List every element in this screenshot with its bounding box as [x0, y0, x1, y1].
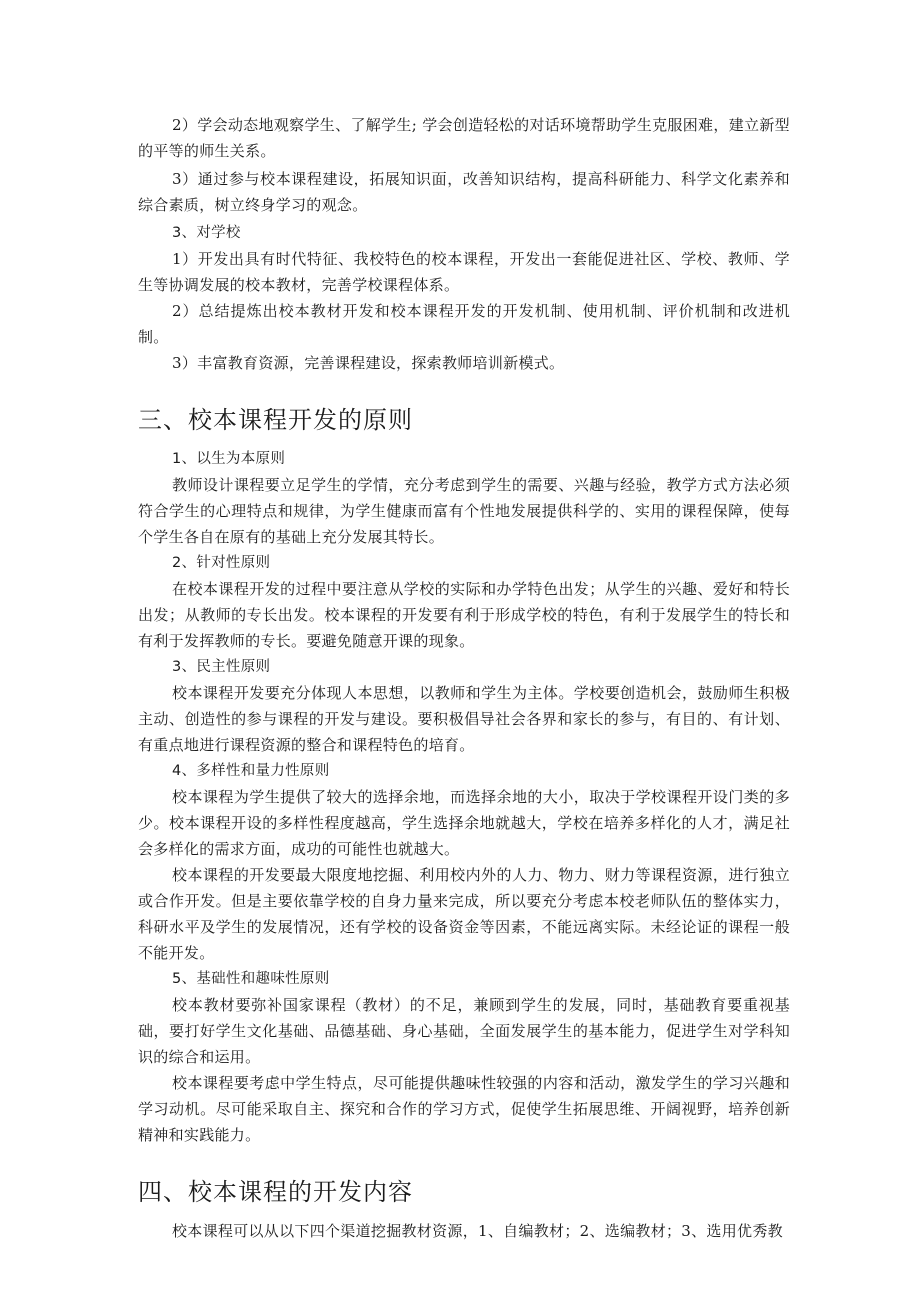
principle-1-text: 教师设计课程要立足学生的学情，充分考虑到学生的需要、兴趣与经验，教学方式方法必须符合学生的心理特点和规律，为学生健康而富有个性地发展提供科学的、实用的课程保障，使每个学生各自在原有的基础上充分发展其特长。 — [138, 476, 790, 546]
principle-3-text: 校本课程开发要充分体现人本思想，以教师和学生为主体。学校要创造机会，鼓励师生积极主动、创造性的参与课程的开发与建设。要积极倡导社会各界和家长的参与，有目的、有计划、有重点地进行课程资源的整合和课程特色的培育。 — [138, 684, 790, 754]
section-title-content: 四、校本课程的开发内容 — [138, 1178, 413, 1206]
paragraph-school-goal-2: 2）总结提炼出校本教材开发和校本课程开发的开发机制、使用机制、评价机制和改进机制。 — [138, 302, 790, 346]
principle-4-title: 4、多样性和量力性原则 — [172, 763, 330, 779]
principle-5-text-2: 校本课程要考虑中学生特点，尽可能提供趣味性较强的内容和活动，激发学生的学习兴趣和学习动机。尽可能采取自主、探究和合作的学习方式，促使学生拓展思维、开阔视野，培养创新精神和实践能力。 — [138, 1074, 790, 1144]
principle-5-text-1: 校本教材要弥补国家课程（教材）的不足，兼顾到学生的发展，同时，基础教育要重视基础，要打好学生文化基础、品德基础、身心基础，全面发展学生的基本能力，促进学生对学科知识的综合和运用。 — [138, 996, 790, 1066]
principle-5-title: 5、基础性和趣味性原则 — [172, 971, 330, 987]
heading-for-school: 3、对学校 — [172, 225, 241, 241]
paragraph-school-goal-3: 3）丰富教育资源，完善课程建设，探索教师培训新模式。 — [172, 354, 565, 372]
section-title-principles: 三、校本课程开发的原则 — [138, 406, 413, 434]
principle-1-title: 1、以生为本原则 — [172, 451, 286, 467]
principle-4-text-2: 校本课程的开发要最大限度地挖掘、利用校内外的人力、物力、财力等课程资源，进行独立或合作开发。但是主要依靠学校的自身力量来完成，所以要充分考虑本校老师队伍的整体实力，科研水平及学生的发展情况，还有学校的设备资金等因素，不能远离实际。未经论证的课程一般不能开发。 — [138, 866, 790, 962]
paragraph-student-goal-2: 2）学会动态地观察学生、了解学生; 学会创造轻松的对话环境帮助学生克服困难，建立新型的平等的师生关系。 — [138, 116, 790, 160]
paragraph-student-goal-3: 3）通过参与校本课程建设，拓展知识面，改善知识结构，提高科研能力、科学文化素养和综合素质，树立终身学习的观念。 — [138, 170, 790, 214]
principle-2-title: 2、针对性原则 — [172, 555, 271, 571]
principle-4-text-1: 校本课程为学生提供了较大的选择余地，而选择余地的大小，取决于学校课程开设门类的多少。校本课程开设的多样性程度越高，学生选择余地就越大，学校在培养多样化的人才，满足社会多样化的需求方面，成功的可能性也就越大。 — [138, 788, 790, 858]
principle-2-text: 在校本课程开发的过程中要注意从学校的实际和办学特色出发；从学生的兴趣、爱好和特长出发；从教师的专长出发。校本课程的开发要有利于形成学校的特色，有利于发展学生的特长和有利于发挥教师的专长。要避免随意开课的现象。 — [138, 580, 790, 650]
document-body — [138, 112, 790, 1244]
section-4-intro-text: 校本课程可以从以下四个渠道挖掘教材资源，1、自编教材；2、选编教材；3、选用优秀教 — [172, 1222, 783, 1240]
paragraph-school-goal-1: 1）开发出具有时代特征、我校特色的校本课程，开发出一套能促进社区、学校、教师、学生等协调发展的校本教材，完善学校课程体系。 — [138, 250, 790, 294]
principle-3-title: 3、民主性原则 — [172, 659, 271, 675]
